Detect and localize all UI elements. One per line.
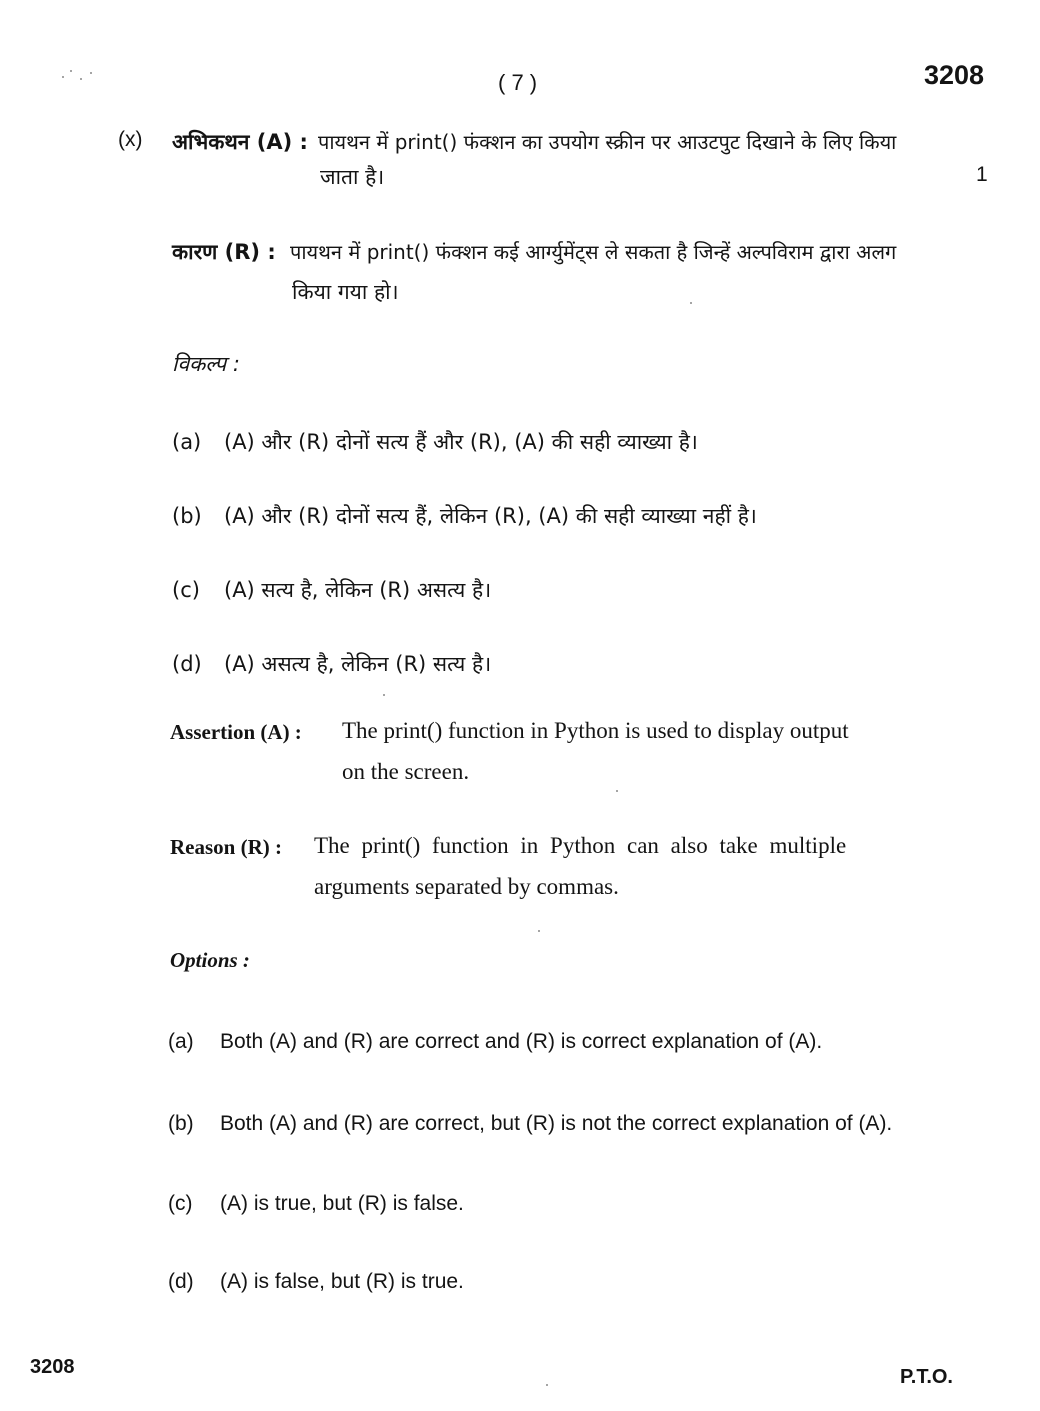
english-option-a: [168, 1030, 822, 1054]
paper-code-bottom: 3208: [30, 1356, 75, 1378]
option-label: (b): [172, 504, 202, 528]
option-text: Both (A) and (R) are correct, but (R) is not the correct explanation of (A).: [220, 1112, 893, 1135]
option-label: (c): [168, 1192, 193, 1215]
english-reason-line2: arguments separated by commas.: [314, 874, 619, 899]
option-text: (A) और (R) दोनों सत्य हैं, लेकिन (R), (A) की सही व्याख्या नहीं है।: [224, 504, 757, 528]
hindi-assertion-line1: पायथन में print() फंक्शन का उपयोग स्क्रीन पर आउटपुट दिखाने के लिए किया: [318, 130, 897, 154]
english-option-d: [168, 1270, 464, 1294]
english-assertion-line2: on the screen.: [342, 759, 470, 784]
option-text: (A) सत्य है, लेकिन (R) असत्य है।: [224, 578, 492, 602]
page-number: ( 7 ): [498, 70, 538, 95]
scan-speck: [383, 694, 385, 696]
hindi-assertion-line2: जाता है।: [320, 165, 385, 189]
hindi-options-heading: विकल्प :: [172, 352, 240, 376]
english-assertion-line1: The print() function in Python is used to display output: [342, 718, 849, 743]
scan-speck: [70, 70, 72, 72]
hindi-reason-line2: किया गया हो।: [292, 280, 399, 304]
scan-speck: [616, 790, 618, 792]
option-label: (b): [168, 1112, 194, 1135]
pto-label: P.T.O.: [900, 1366, 953, 1388]
english-reason-label: Reason (R) :: [170, 835, 282, 859]
option-label: (d): [168, 1270, 194, 1293]
hindi-reason-line1: पायथन में print() फंक्शन कई आर्ग्युमेंट्स ले सकता है जिन्हें अल्पविराम द्वारा अलग: [290, 240, 897, 264]
option-label: (a): [172, 430, 202, 454]
hindi-option-c: [172, 576, 491, 604]
marks: 1: [976, 163, 988, 186]
scan-speck: [538, 930, 540, 932]
option-text: (A) is false, but (R) is true.: [220, 1270, 464, 1293]
option-text: (A) और (R) दोनों सत्य हैं और (R), (A) की सही व्याख्या है।: [224, 430, 698, 454]
option-label: (a): [168, 1030, 194, 1053]
english-options-heading: Options :: [170, 948, 250, 972]
hindi-reason-label: कारण (R) :: [172, 240, 276, 264]
hindi-option-d: [172, 650, 491, 678]
option-text: Both (A) and (R) are correct and (R) is correct explanation of (A).: [220, 1030, 823, 1053]
english-assertion-label: Assertion (A) :: [170, 720, 302, 744]
english-reason-line1: The print() function in Python can also take multiple: [314, 833, 847, 858]
option-label: (d): [172, 652, 202, 676]
english-option-c: [168, 1192, 464, 1216]
scan-speck: [690, 302, 692, 304]
scan-speck: [90, 72, 92, 74]
scan-speck: [62, 76, 64, 78]
paper-code-top: 3208: [924, 60, 985, 90]
option-text: (A) is true, but (R) is false.: [220, 1192, 464, 1215]
hindi-option-a: [172, 428, 698, 456]
option-text: (A) असत्य है, लेकिन (R) सत्य है।: [224, 652, 492, 676]
scan-speck: [80, 78, 82, 80]
hindi-option-b: [172, 502, 757, 530]
hindi-assertion-label: अभिकथन (A) :: [172, 130, 308, 154]
option-label: (c): [172, 578, 200, 602]
question-number: (x): [118, 128, 143, 151]
scan-speck: [546, 1384, 548, 1386]
english-option-b: [168, 1112, 892, 1136]
